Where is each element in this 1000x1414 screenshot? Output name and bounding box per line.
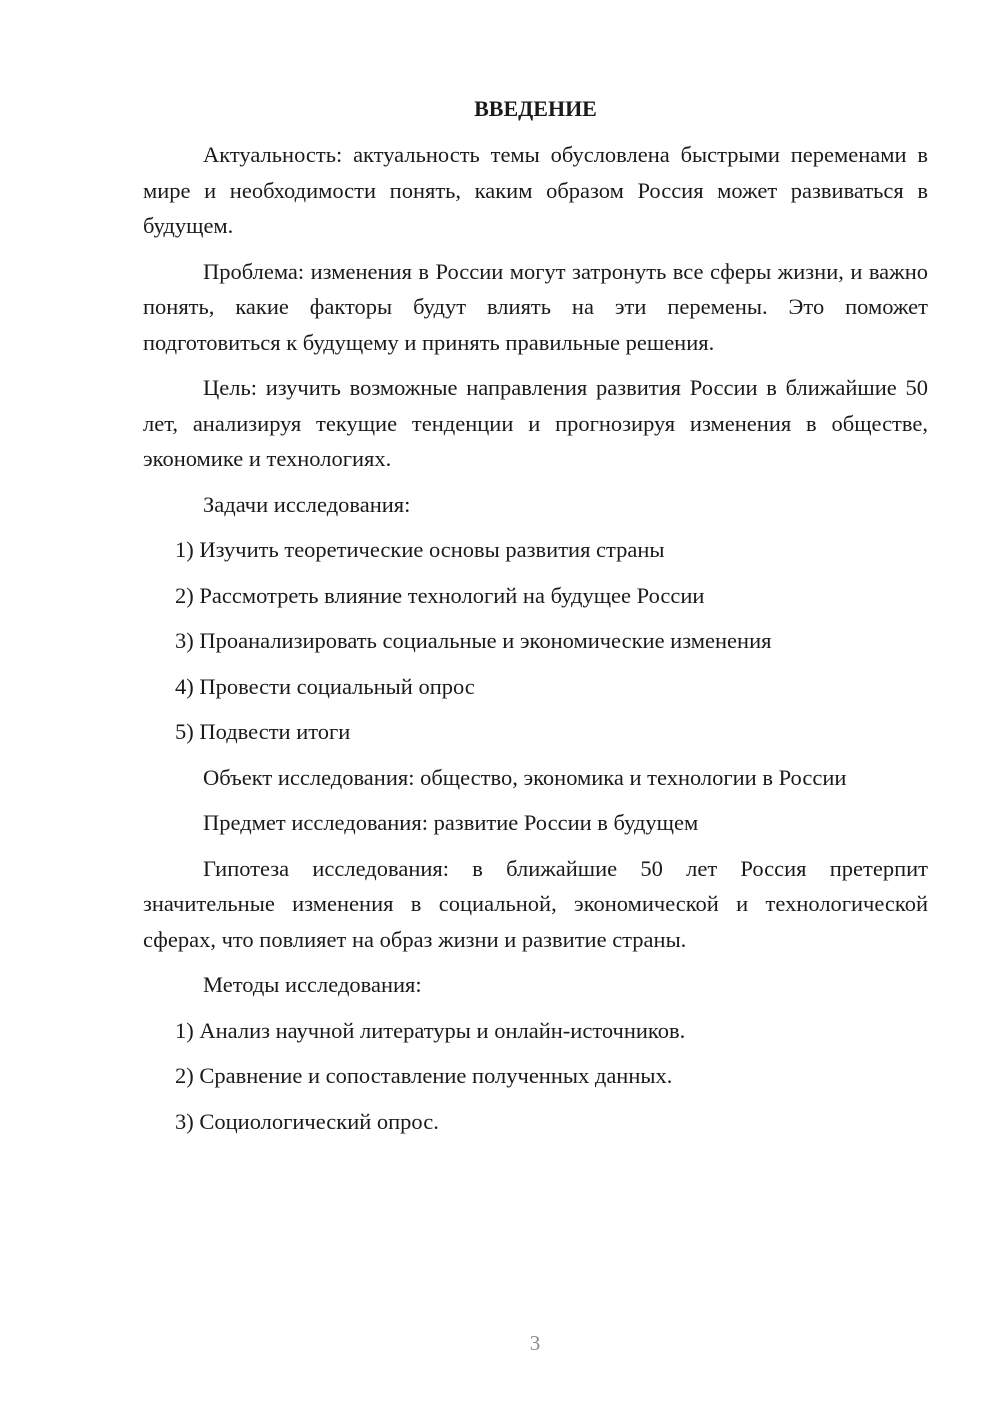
problem-paragraph: Проблема: изменения в России могут затронуть все сферы жизни, и важно понять, какие факторы будут влиять на эти перемены. Это поможет подготовиться к будущему и принять правильные решения. xyxy=(143,258,928,355)
list-item: 4) Провести социальный опрос xyxy=(175,673,475,699)
list-item: 2) Сравнение и сопоставление полученных данных. xyxy=(175,1063,673,1088)
tasks-title: Задачи исследования: xyxy=(203,491,411,517)
document-body xyxy=(143,91,928,1149)
list-item: 1) Изучить теоретические основы развития страны xyxy=(175,537,665,562)
section-heading: ВВЕДЕНИЕ xyxy=(474,96,597,121)
page-number: 3 xyxy=(529,1331,541,1355)
list-item: 3) Проанализировать социальные и экономические изменения xyxy=(175,628,772,653)
goal-paragraph: Цель: изучить возможные направления развития России в ближайшие 50 лет, анализируя текущие тенденции и прогнозируя изменения в обществе, экономике и технологиях. xyxy=(143,375,928,471)
methods-list xyxy=(143,1013,928,1140)
list-item: 5) Подвести итоги xyxy=(175,719,351,744)
methods-title: Методы исследования: xyxy=(203,972,422,997)
hypothesis-paragraph: Гипотеза исследования: в ближайшие 50 лет Россия претерпит значительные изменения в социальной, экономической и технологической сферах, что повлияет на образ жизни и развитие страны. xyxy=(143,855,928,952)
subject-paragraph: Предмет исследования: развитие России в будущем xyxy=(203,810,699,835)
tasks-list xyxy=(143,532,928,750)
list-item: 2) Рассмотреть влияние технологий на будущее России xyxy=(175,582,705,608)
object-paragraph: Объект исследования: общество, экономика и технологии в России xyxy=(203,764,847,790)
list-item: 3) Социологический опрос. xyxy=(175,1108,439,1134)
relevance-paragraph: Актуальность: актуальность темы обусловлена быстрыми переменами в мире и необходимости понять, каким образом Россия может развиваться в будущем. xyxy=(143,142,928,238)
list-item: 1) Анализ научной литературы и онлайн-источников. xyxy=(175,1017,686,1043)
